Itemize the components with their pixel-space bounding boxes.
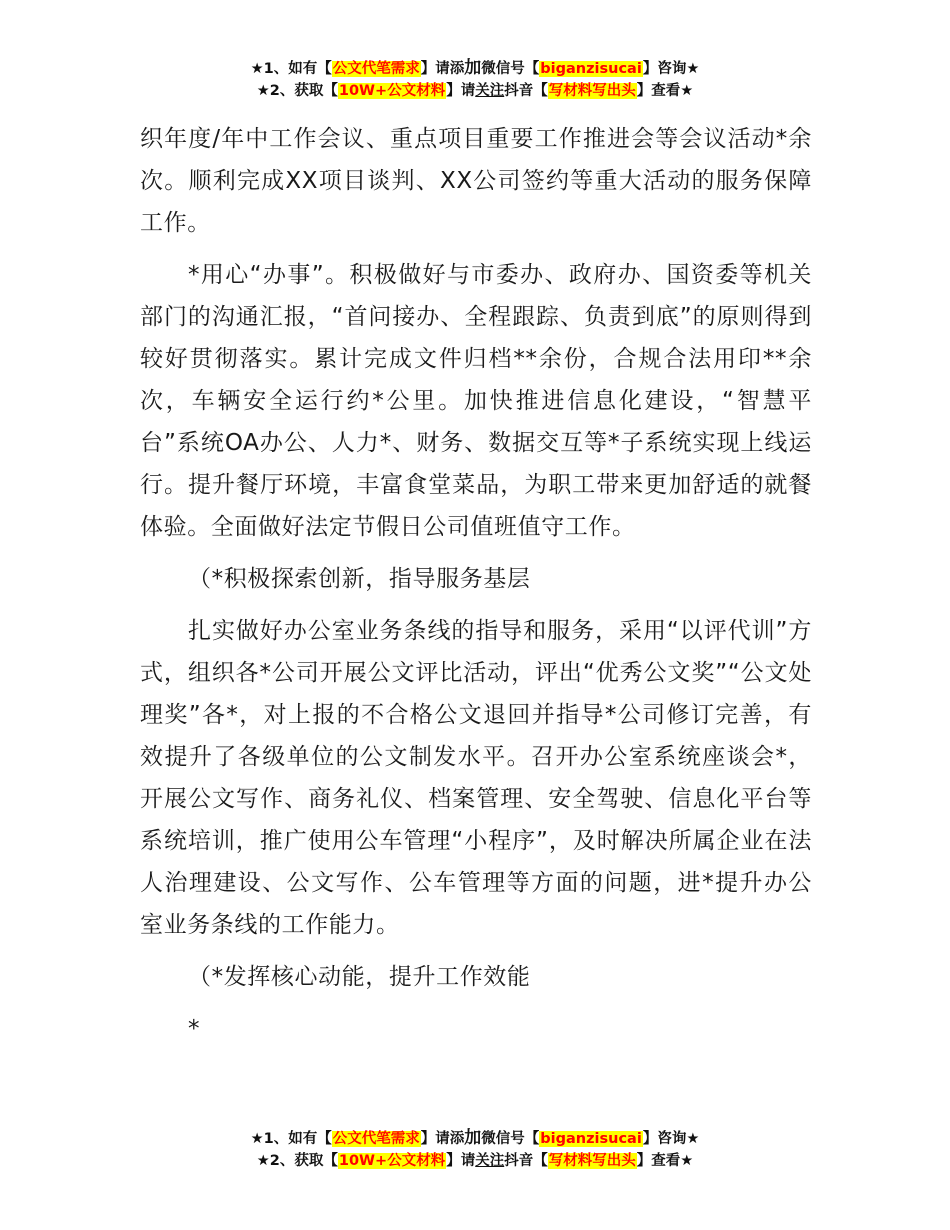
banner-text: 】请添 [420, 1131, 465, 1147]
banner-text: 】查看★ [636, 1153, 694, 1169]
banner-text: ★1、如有【 [250, 61, 332, 77]
banner-text: ★2、获取【 [256, 1153, 338, 1169]
banner-line-1 [0, 57, 950, 80]
banner-line-1 [0, 1127, 950, 1150]
banner-highlight: 公文代笔需求 [332, 61, 420, 77]
banner-text: 抖音【 [504, 1153, 548, 1169]
banner-highlight: biganzisucai [540, 1131, 642, 1147]
banner-line-2 [0, 80, 950, 102]
document-body [140, 118, 812, 1050]
banner-text: 】查看★ [636, 83, 694, 99]
banner-text: 关注 [475, 1153, 505, 1169]
body-paragraph: *用心“办事”。积极做好与市委办、政府办、国资委等机关部门的沟通汇报，“首问接办、全程跟踪、负责到底”的原则得到较好贯彻落实。累计完成文件归档**余份，合规合法用印**余次，车辆安全运行约*公里。加快推进信息化建设，“智慧平台”系统OA办公、人力*、财务、数据交互等*子系统实现上线运行。提升餐厅环境，丰富食堂菜品，为职工带来更加舒适的就餐体验。全面做好法定节假日公司值班值守工作。 [140, 262, 812, 540]
banner-text: 关注 [475, 83, 505, 99]
banner-text: 加 [464, 1128, 482, 1148]
banner-text: 微信号【 [481, 61, 540, 77]
banner-text: 】请 [446, 1153, 476, 1169]
banner-highlight: 写材料写出头 [548, 83, 636, 99]
banner-highlight: 10W+公文材料 [338, 1153, 446, 1169]
body-paragraph: 扎实做好办公室业务条线的指导和服务，采用“以评代训”方式，组织各*公司开展公文评比活动，评出“优秀公文奖”“公文处理奖”各*，对上报的不合格公文退回并指导*公司修订完善，有效提升了各级单位的公文制发水平。召开办公室系统座谈会*，开展公文写作、商务礼仪、档案管理、安全驾驶、信息化平台等系统培训，推广使用公车管理“小程序”，及时解决所属企业在法人治理建设、公文写作、公车管理等方面的问题，进*提升办公室业务条线的工作能力。 [140, 618, 812, 938]
header-banner [0, 57, 950, 102]
banner-highlight: 公文代笔需求 [332, 1131, 420, 1147]
banner-highlight: 写材料写出头 [548, 1153, 636, 1169]
banner-text: 加 [464, 58, 482, 78]
banner-text: 】请 [446, 83, 476, 99]
banner-line-2 [0, 1150, 950, 1172]
banner-text: 】咨询★ [642, 1131, 700, 1147]
banner-text: 】咨询★ [642, 61, 700, 77]
section-heading: （*积极探索创新，指导服务基层 [188, 566, 531, 592]
body-paragraph: 织年度/年中工作会议、重点项目重要工作推进会等会议活动*余次。顺利完成XX项目谈判、XX公司签约等重大活动的服务保障工作。 [140, 126, 812, 236]
footer-banner [0, 1127, 950, 1172]
banner-text: ★1、如有【 [250, 1131, 332, 1147]
section-heading: （*发挥核心动能，提升工作效能 [188, 964, 531, 990]
body-paragraph: * [188, 1016, 201, 1042]
banner-text: 】请添 [420, 61, 465, 77]
banner-text: 微信号【 [481, 1131, 540, 1147]
banner-highlight: 10W+公文材料 [338, 83, 446, 99]
banner-highlight: biganzisucai [540, 61, 642, 77]
banner-text: 抖音【 [504, 83, 548, 99]
banner-text: ★2、获取【 [256, 83, 338, 99]
